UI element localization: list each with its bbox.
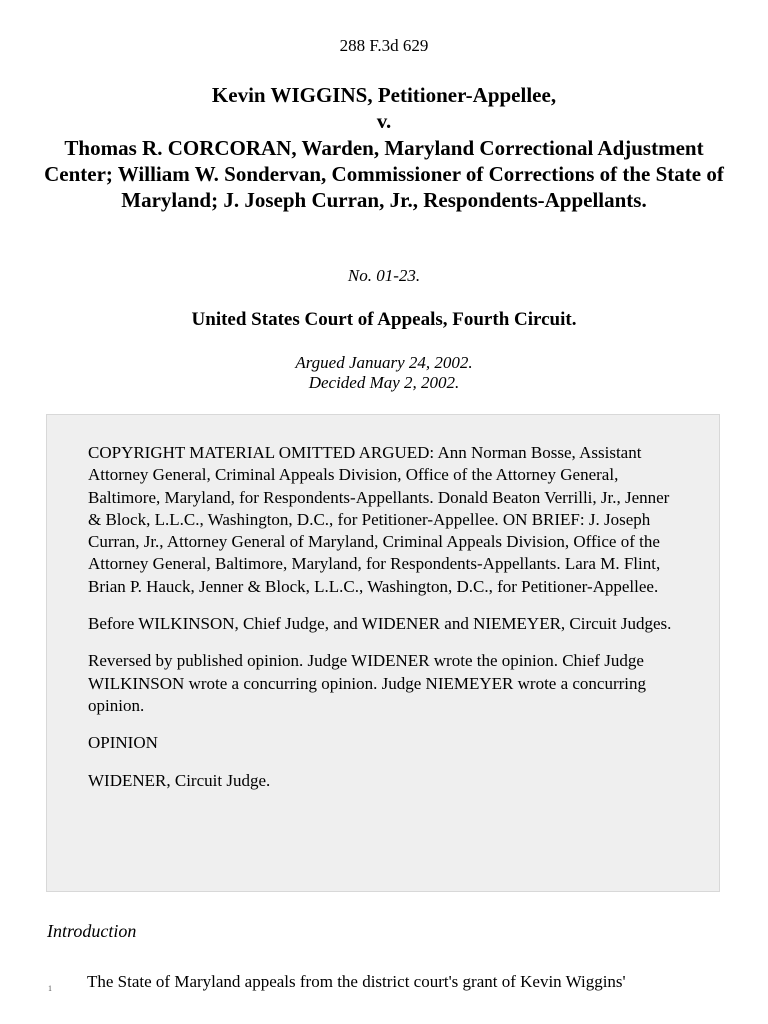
caption-petitioner: Kevin WIGGINS, Petitioner-Appellee, xyxy=(211,83,557,107)
argued-date: Argued January 24, 2002. xyxy=(295,353,473,372)
case-dates xyxy=(0,353,768,393)
decided-date: Decided May 2, 2002. xyxy=(308,373,460,392)
case-citation: 288 F.3d 629 xyxy=(339,36,429,55)
paragraph-number: 1 xyxy=(48,984,52,993)
counsel-paragraph: COPYRIGHT MATERIAL OMITTED ARGUED: Ann Norman Bosse, Assistant Attorney General, Criminal Appeals Division, Office of the Attorney General, Baltimore, Maryland, for Respondents-Appellants. Donald Beaton Verrilli, Jr., Jenner & Block, L.L.C., Washington, D.C., for Petitioner-Appellee. ON BRIEF: J. Joseph Curran, Jr., Attorney General of Maryland, Criminal Appeals Division, Office of the Attorney General, Baltimore, Maryland, for Respondents-Appellants. Lara M. Flint, Brian P. Hauck, Jenner & Block, L.L.C., Washington, D.C., for Petitioner-Appellee. xyxy=(88,443,670,596)
court-name: United States Court of Appeals, Fourth Circuit. xyxy=(191,309,577,330)
docket-number: No. 01-23. xyxy=(347,266,421,285)
opinion-author: WIDENER, Circuit Judge. xyxy=(88,770,271,790)
caption-versus: v. xyxy=(376,109,392,134)
disposition-paragraph: Reversed by published opinion. Judge WIDENER wrote the opinion. Chief Judge WILKINSON wrote a concurring opinion. Judge NIEMEYER wrote a concurring opinion. xyxy=(88,651,647,715)
paragraph-text: The State of Maryland appeals from the district court's grant of Kevin Wiggins' xyxy=(87,972,626,991)
caption-respondents: Thomas R. CORCORAN, Warden, Maryland Correctional Adjustment Center; William W. Sondervan, Commissioner of Corrections of the State of Maryland; J. Joseph Curran, Jr., Respondents-Appellants. xyxy=(44,135,724,213)
panel-paragraph: Before WILKINSON, Chief Judge, and WIDENER and NIEMEYER, Circuit Judges. xyxy=(88,614,672,634)
opinion-label: OPINION xyxy=(88,733,158,753)
case-caption xyxy=(40,82,728,213)
section-heading: Introduction xyxy=(47,921,137,941)
headnote-box xyxy=(46,414,720,892)
